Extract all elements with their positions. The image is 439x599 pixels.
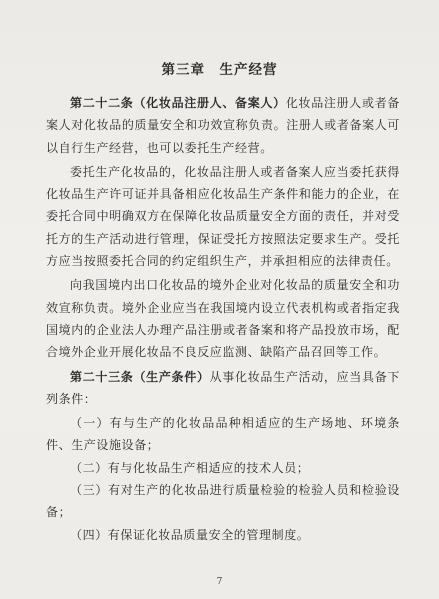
article-23-item-4: （四）有保证化妆品质量安全的管理制度。 — [70, 527, 310, 542]
document-body — [46, 92, 400, 546]
article-23-item-1: （一）有与生产的化妆品品种相适应的生产场地、环境条件、生产设施设备； — [46, 416, 400, 453]
article-22-paragraph-1 — [46, 92, 400, 159]
article-22-heading: 第二十二条（化妆品注册人、备案人） — [70, 96, 286, 110]
article-23-paragraph-intro — [46, 366, 400, 411]
article-23-item-3: （三）有对生产的化妆品进行质量检验的检验人员和检验设备； — [46, 483, 400, 520]
article-22-text-1: 化妆品注册人或者备案人对化妆品的质量安全和功效宣称负责。注册人或者备案人可以自行生产经营，也可以委托生产经营。 — [46, 96, 400, 155]
article-22-paragraph-3: 向我国境内出口化妆品的境外企业对化妆品的质量安全和功效宣称负责。境外企业应当在我国境内设立代表机构或者指定我国境内的企业法人办理产品注册或者备案和将产品投放市场，配合境外企业开展化妆品不良反应监测、缺陷产品召回等工作。 — [46, 278, 400, 360]
article-23-heading: 第二十三条（生产条件） — [70, 369, 210, 384]
article-22-paragraph-2: 委托生产化妆品的，化妆品注册人或者备案人应当委托获得化妆品生产许可证并具备相应化妆品生产条件和能力的企业，在委托合同中明确双方在保障化妆品质量安全方面的责任，并对受托方的生产活动进行管理，保证受托方按照法定要求生产。受托方应当按照委托合同的约定组织生产，并承担相应的法律责任。 — [46, 164, 400, 269]
chapter-title: 第三章 生产经营 — [161, 62, 278, 78]
article-23-intro: 从事化妆品生产活动，应当具备下列条件： — [46, 369, 400, 406]
article-23-item-2: （二）有与化妆品生产相适应的技术人员； — [70, 460, 310, 475]
page-number: 7 — [216, 577, 223, 587]
